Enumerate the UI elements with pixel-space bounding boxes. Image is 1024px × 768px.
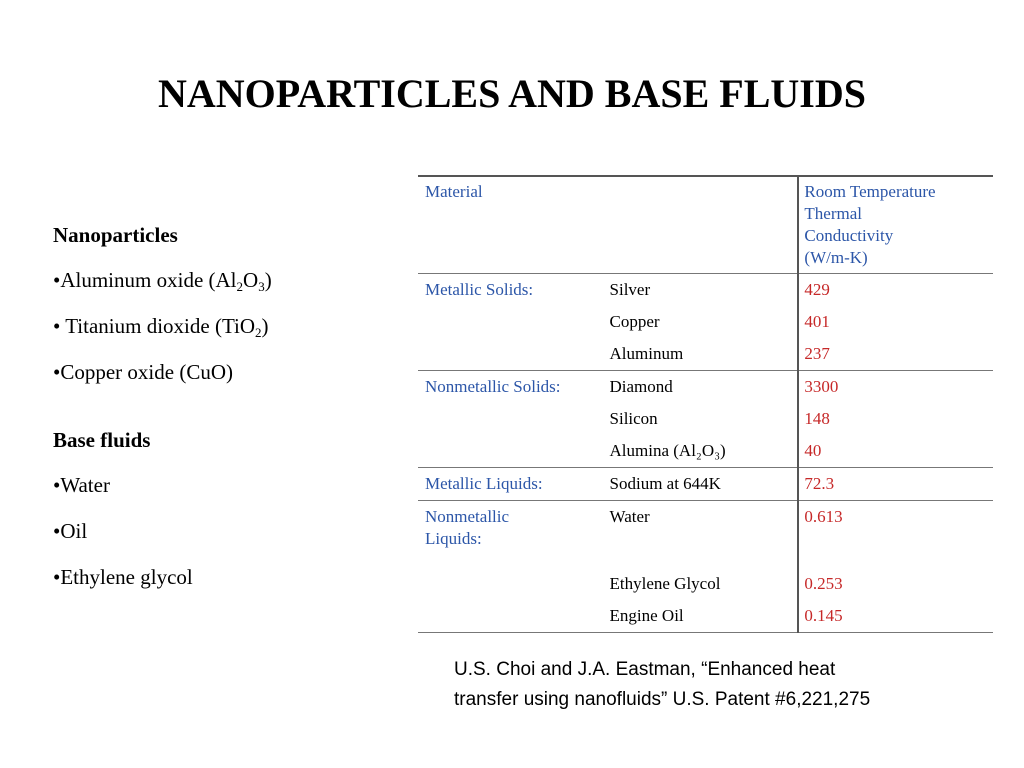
citation-line: U.S. Choi and J.A. Eastman, “Enhanced heat <box>454 659 836 680</box>
category-cell: Metallic Solids: <box>425 280 534 299</box>
table-row: Nonmetallic Solids: Diamond 3300 <box>418 371 993 404</box>
list-item: •Aluminum oxide $(Al_2O_3)$ <box>53 268 272 294</box>
table-row: Nonmetallic Liquids: Water 0.613 <box>418 501 993 551</box>
list-item: •Oil <box>53 519 88 543</box>
citation <box>454 655 994 715</box>
table-row: Ethylene Glycol 0.253 <box>418 550 993 600</box>
table-row: Copper 401 <box>418 306 993 338</box>
citation-line: transfer using nanofluids” U.S. Patent #6,221,275 <box>454 689 871 710</box>
left-list <box>53 224 272 612</box>
table-row: Silicon 148 <box>418 403 993 435</box>
table-header-row <box>418 176 993 274</box>
table-row: Metallic Liquids: Sodium at 644K 72.3 <box>418 468 993 501</box>
table-row: Metallic Solids: Silver 429 <box>418 274 993 307</box>
category-cell: Metallic Liquids: <box>418 468 610 501</box>
nanoparticles-heading: Nanoparticles <box>53 223 178 247</box>
list-item: • Titanium dioxide (TiO$_2$) <box>53 314 269 340</box>
table-row: Engine Oil 0.145 <box>418 600 993 633</box>
list-item: •Water <box>53 473 110 497</box>
category-cell: Nonmetallic Liquids: <box>425 507 510 548</box>
table-row: Aluminum 237 <box>418 338 993 371</box>
base-fluids-heading: Base fluids <box>53 428 151 452</box>
slide-title: NANOPARTICLES AND BASE FLUIDS <box>158 71 866 116</box>
list-item: •Copper oxide (CuO) <box>53 360 233 384</box>
header-conductivity: Room Temperature Thermal Conductivity (W/m-K) <box>798 176 993 274</box>
conductivity-table <box>418 175 993 633</box>
header-material: Material <box>418 176 610 274</box>
table-row: Alumina (Al₂O₃) 40 <box>418 435 993 468</box>
list-item: •Ethylene glycol <box>53 565 193 589</box>
category-cell: Nonmetallic Solids: <box>425 377 561 396</box>
